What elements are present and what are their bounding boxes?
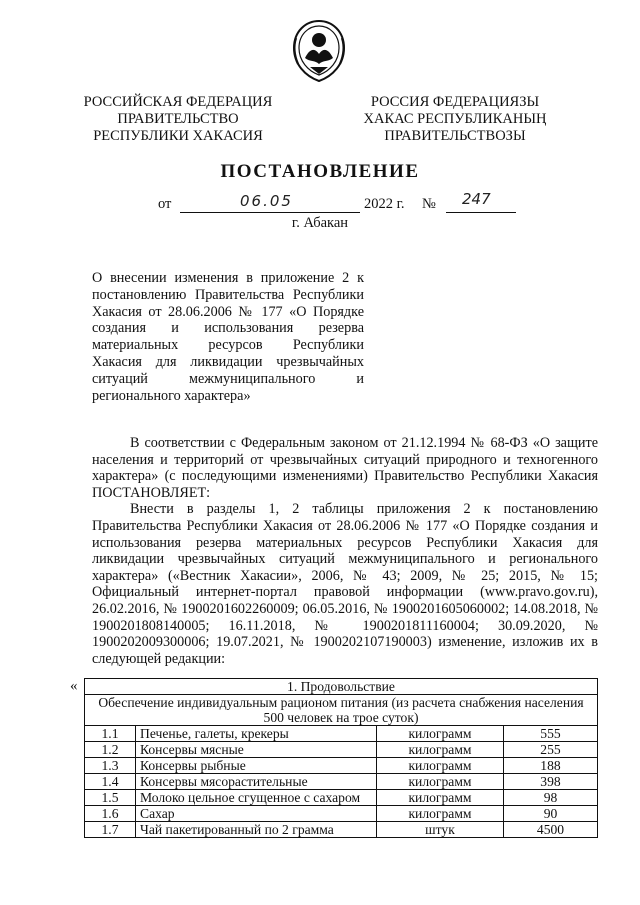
provisions-table [84,678,598,838]
date-year: 2022 г. [364,196,405,212]
row-quantity: 98 [504,790,598,806]
header-right-line: РОССИЯ ФЕДЕРАЦИЯЗЫ [370,94,540,110]
document-title: ПОСТАНОВЛЕНИЕ [220,161,420,182]
row-name: Чай пакетированный по 2 грамма [136,822,377,838]
row-name: Консервы мясорастительные [136,774,377,790]
row-number: 1.3 [85,758,136,774]
row-number: 1.5 [85,790,136,806]
handwritten-number: 247 [462,190,491,208]
header-right-line: ХАКАС РЕСПУБЛИКАНЫҢ [363,111,547,127]
row-unit: килограмм [377,726,504,742]
header-left-line: РЕСПУБЛИКИ ХАКАСИЯ [93,128,263,144]
coat-of-arms-emblem-icon [288,18,350,84]
row-number: 1.2 [85,742,136,758]
section-title: 1. Продовольствие [85,679,598,695]
number-sign: № [422,196,436,212]
row-quantity: 4500 [504,822,598,838]
row-unit: килограмм [377,790,504,806]
row-quantity: 398 [504,774,598,790]
row-name: Молоко цельное сгущенное с сахаром [136,790,377,806]
row-unit: штук [377,822,504,838]
row-number: 1.1 [85,726,136,742]
table-row [85,726,598,742]
header-left-line: РОССИЙСКАЯ ФЕДЕРАЦИЯ [83,94,273,110]
row-name: Печенье, галеты, крекеры [136,726,377,742]
table-row [85,742,598,758]
header-left [78,94,278,145]
table-subsection-row [85,695,598,726]
row-quantity: 555 [504,726,598,742]
body-paragraph: В соответствии с Федеральным законом от 21.12.1994 № 68-ФЗ «О защите населения и территорий от чрезвычайных ситуаций природного и техногенного характера» (с последующими изменениями) Правительство Республики Хакасия ПОСТАНОВЛЯЕТ: [92,435,598,501]
city-name: г. Абакан [291,215,349,231]
row-name: Консервы рыбные [136,758,377,774]
document-subject: О внесении изменения в приложение 2 к постановлению Правительства Республики Хакасия от 28.06.2006 № 177 «О Порядке создания и использования резерва материальных ресурсов Республики Хакасия для ликвидации чрезвычайных ситуаций межмуниципального и регионального характера» [92,270,364,404]
row-unit: килограмм [377,758,504,774]
subsection-title: Обеспечение индивидуальным рационом питания (из расчета снабжения населения 500 человек на трое суток) [85,695,598,726]
row-unit: килограмм [377,774,504,790]
row-quantity: 90 [504,806,598,822]
number-underline [446,212,516,213]
handwritten-date: 06.05 [240,192,293,210]
row-number: 1.6 [85,806,136,822]
row-name: Консервы мясные [136,742,377,758]
header-right-line: ПРАВИТЕЛЬСТВОЗЫ [384,128,526,144]
table-row [85,806,598,822]
document-body [92,435,598,667]
row-name: Сахар [136,806,377,822]
row-number: 1.7 [85,822,136,838]
row-quantity: 188 [504,758,598,774]
date-prefix: от [158,196,172,212]
table-row [85,790,598,806]
header-right [350,94,560,145]
table-section-row [85,679,598,695]
row-unit: килограмм [377,806,504,822]
table-row [85,758,598,774]
date-number-line [150,190,510,216]
body-paragraph: Внести в разделы 1, 2 таблицы приложения 2 к постановлению Правительства Республики Хакасия от 28.06.2006 № 177 «О Порядке создания и использования резерва материальных ресурсов Республики Хакасия для ликвидации чрезвычайных ситуаций межмуниципального и регионального характера» («Вестник Хакасии», 2006, № 43; 2009, № 25; 2015, № 15; Официальный интернет-портал правовой информации (www.pravo.gov.ru), 26.02.2016, № 1900201602260009; 06.05.2016, № 1900201605060002; 14.08.2018, № 1900201808140005; 16.11.2018, № 1900201811160004; 30.09.2020, № 1900202009300006; 19.07.2021, № 1900202107190003) изменение, изложив их в следующей редакции: [92,501,598,667]
row-number: 1.4 [85,774,136,790]
opening-quote: « [70,678,78,694]
table-row [85,822,598,838]
date-underline [180,212,360,213]
row-quantity: 255 [504,742,598,758]
row-unit: килограмм [377,742,504,758]
header-left-line: ПРАВИТЕЛЬСТВО [117,111,239,127]
table-row [85,774,598,790]
